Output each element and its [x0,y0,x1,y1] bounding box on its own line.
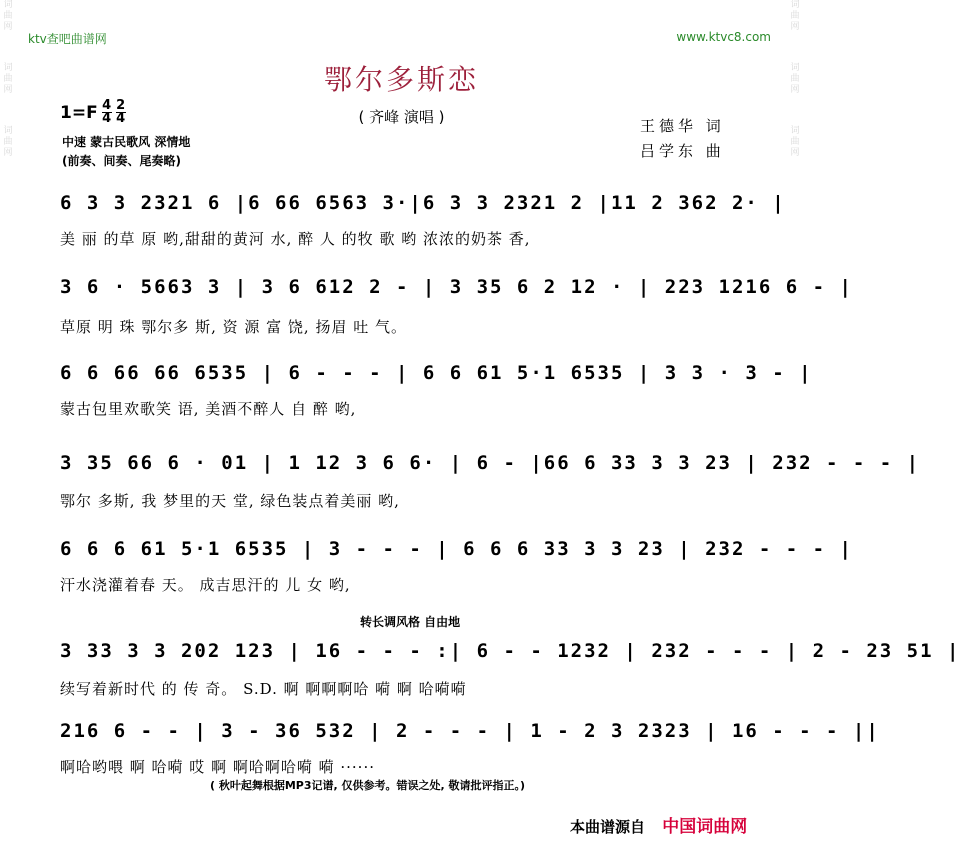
lyrics-row: 草原 明 珠 鄂尔多 斯, 资 源 富 饶, 扬眉 吐 气。 [60,318,407,336]
notation-row: 3 33 3 3 202 123 | 16 - - - :| 6 - - 1232 | 232 - - - | 2 - 23 51 | [60,640,960,662]
intro-note: (前奏、间奏、尾奏略) [62,154,181,168]
source-link[interactable]: 中国词曲网 [662,817,748,837]
site-url-right[interactable]: www.ktvc8.com [676,30,771,44]
lyrics-row: 续写着新时代 的 传 奇。 S.D. 啊 啊啊啊哈 嗬 啊 哈嗬嗬 [60,680,467,698]
singer-credit: ( 齐峰 演唱 ) [358,108,445,126]
lyrics-row: 鄂尔 多斯, 我 梦里的天 堂, 绿色装点着美丽 哟, [60,492,400,510]
notation-row: 6 6 6 61 5·1 6535 | 3 - - - | 6 6 6 33 3 3 23 | 232 - - - | [60,538,853,560]
lyrics-row: 蒙古包里欢歌笑 语, 美酒不醉人 自 醉 哟, [60,400,357,418]
tempo-marking: 中速 蒙古民歌风 深情地 [62,135,191,149]
notation-row: 6 3 3 2321 6 |6 66 6563 3·|6 3 3 2321 2 |11 2 362 2· | [60,192,786,214]
site-name-left[interactable]: ktv查吧曲谱网 [28,32,107,46]
transcription-footnote: ( 秋叶起舞根据MP3记谱, 仅供参考。错误之处, 敬请批评指正。) [210,779,526,792]
notation-row: 3 35 66 6 · 01 | 1 12 3 6 6· | 6 - |66 6 33 3 3 23 | 232 - - - | [60,452,921,474]
lyricist-credit: 王德华 词 [640,117,725,135]
song-title: 鄂尔多斯恋 [323,63,479,96]
notation-row: 3 6 · 5663 3 | 3 6 612 2 - | 3 35 6 2 12 · | 223 1216 6 - | [60,276,853,298]
section-style-label: 转长调风格 自由地 [360,615,461,629]
key-label: 1=F [60,102,98,123]
lyrics-row: 汗水浇灌着春 天。 成吉思汗的 儿 女 哟, [60,576,351,594]
meter-2: $\frac{2}{4}$ [116,98,126,126]
lyrics-row: 啊哈哟喂 啊 哈嗬 哎 啊 啊哈啊哈嗬 嗬 ······ [60,758,375,776]
watermark-left: 词 曲 网 词 曲 网 词 曲 网 [3,0,13,158]
meter-1: $\frac{4}{4}$ [102,98,112,126]
source-prefix: 本曲谱源自 [570,818,646,836]
lyrics-row: 美 丽 的草 原 哟,甜甜的黄河 水, 醉 人 的牧 歌 哟 浓浓的奶茶 香, [60,230,531,248]
notation-row: 6 6 66 66 6535 | 6 - - - | 6 6 61 5·1 6535 | 3 3 · 3 - | [60,362,813,384]
watermark-right: 词 曲 网 词 曲 网 词 曲 网 [790,0,800,158]
source-credit [570,812,747,837]
key-signature [60,100,126,125]
composer-credit: 吕学东 曲 [640,142,725,160]
notation-row: 216 6 - - | 3 - 36 532 | 2 - - - | 1 - 2 3 2323 | 16 - - - || [60,720,880,742]
